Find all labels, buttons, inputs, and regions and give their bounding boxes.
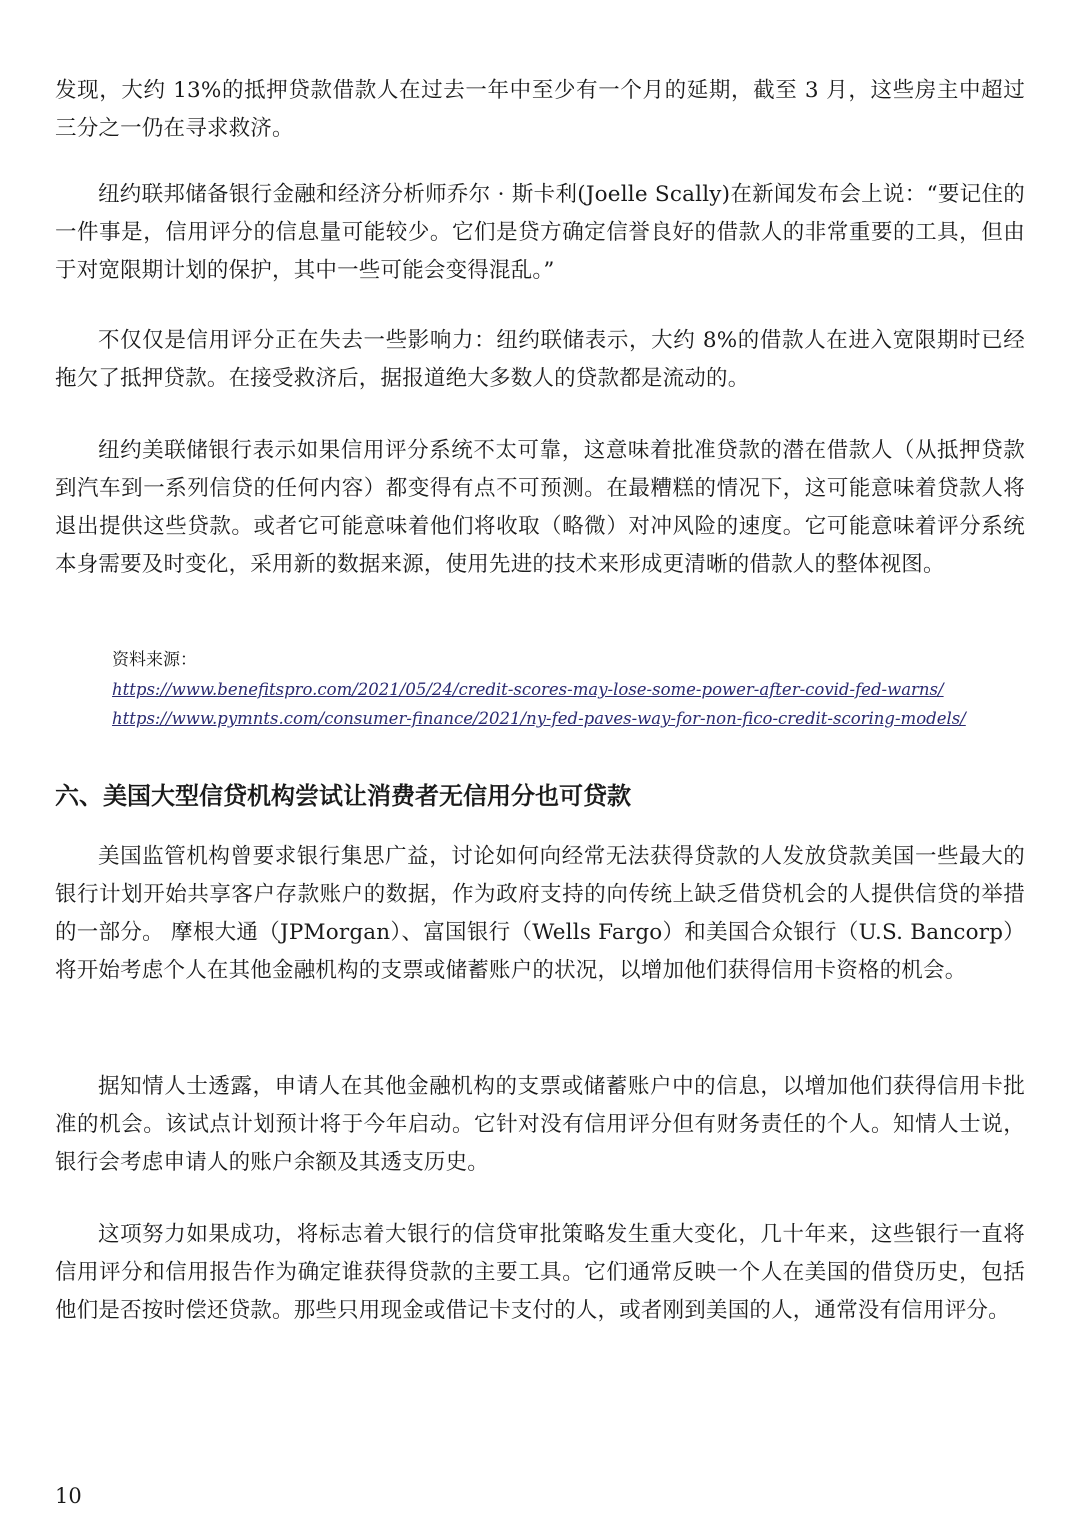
section-heading: 六、美国大型信贷机构尝试让消费者无信用分也可贷款: [55, 782, 631, 810]
sources-block: [112, 646, 1032, 733]
paragraph-ny-fed-delinquency: 不仅仅是信用评分正在失去一些影响力：纽约联储表示，大约 8%的借款人在进入宽限期时已经拖欠了抵押贷款。在接受救济后，据报道绝大多数人的贷款都是流动的。: [55, 328, 1025, 391]
sources-label: 资料来源：: [112, 650, 197, 670]
paragraph-scoring-reliability: 纽约美联储银行表示如果信用评分系统不太可靠，这意味着批准贷款的潜在借款人（从抵押贷款到汽车到一系列信贷的任何内容）都变得有点不可预测。在最糟糕的情况下，这可能意味着贷款人将退出提供这些贷款。或者它可能意味着他们将收取（略微）对冲风险的速度。它可能意味着评分系统本身需要及时变化，采用新的数据来源，使用先进的技术来形成更清晰的借款人的整体视图。: [55, 438, 1025, 577]
source-link-pymnts[interactable]: https://www.pymnts.com/consumer-finance/2021/ny-fed-paves-way-for-non-fico-credit-scoring-models/: [112, 709, 966, 728]
source-link-benefitspro[interactable]: https://www.benefitspro.com/2021/05/24/credit-scores-may-lose-some-power-after-covid-fed-warns/: [112, 680, 944, 699]
paragraph-strategy-change: 这项努力如果成功，将标志着大银行的信贷审批策略发生重大变化，几十年来，这些银行一直将信用评分和信用报告作为确定谁获得贷款的主要工具。它们通常反映一个人在美国的借贷历史，包括他们是否按时偿还贷款。那些只用现金或借记卡支付的人，或者刚到美国的人，通常没有信用评分。: [55, 1222, 1025, 1323]
paragraph-banks-share-data: 美国监管机构曾要求银行集思广益，讨论如何向经常无法获得贷款的人发放贷款美国一些最大的银行计划开始共享客户存款账户的数据，作为政府支持的向传统上缺乏借贷机会的人提供信贷的举措的一部分。 摩根大通（JPMorgan）、富国银行（Wells Fargo）和美国合众银行（U.S. Bancorp）将开始考虑个人在其他金融机构的支票或储蓄账户的状况，以增加他们获得信用卡资格的机会。: [55, 844, 1025, 983]
paragraph-pilot-program: 据知情人士透露，申请人在其他金融机构的支票或储蓄账户中的信息，以增加他们获得信用卡批准的机会。该试点计划预计将于今年启动。它针对没有信用评分但有财务责任的个人。知情人士说，银行会考虑申请人的账户余额及其透支历史。: [55, 1074, 1025, 1175]
paragraph-scally-quote: 纽约联邦储备银行金融和经济分析师乔尔 · 斯卡利(Joelle Scally)在新闻发布会上说：“要记住的一件事是，信用评分的信息量可能较少。它们是贷方确定信誉良好的借款人的非常重要的工具，但由于对宽限期计划的保护，其中一些可能会变得混乱。”: [55, 182, 1025, 283]
paragraph-continuation: 发现，大约 13%的抵押贷款借款人在过去一年中至少有一个月的延期，截至 3 月，这些房主中超过三分之一仍在寻求救济。: [55, 78, 1025, 141]
page-number: 10: [55, 1484, 82, 1508]
